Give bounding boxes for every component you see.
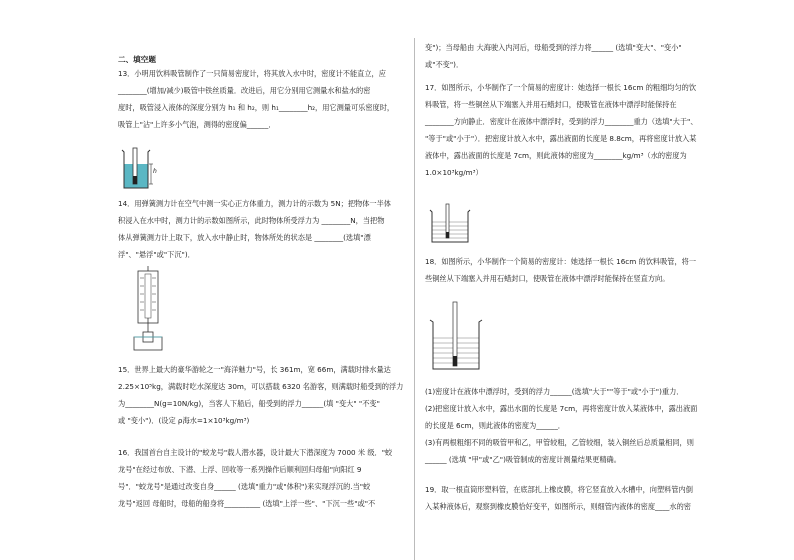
q17-line-6: 1.0×10³kg/m³） [425, 168, 483, 177]
q13-line-3: 度时，吸管浸入液体的深度分别为 h₁ 和 h₂，则 h₁________h₂，用它测量可乐密度时， [118, 103, 395, 112]
q18-sub-1: (1)密度计在液体中漂浮时，受到的浮力______(选填"大于""等于"或"小于")重力． [425, 387, 684, 396]
q17-line-3: ________方向静止．密度计在液体中漂浮时，受到的浮力________重力（选填"大于"、 [425, 117, 698, 126]
q18-sub-4: (3)有两根粗细不同的吸管甲和乙，甲管较粗，乙管较细，装入铜丝后总质量相同，则 [425, 438, 694, 447]
h-label: h [153, 168, 157, 175]
q16-line-2: 龙号"在经过布放、下潜、上浮、回收等一系列操作后顺利回归母船"向阳红 9 [118, 465, 362, 474]
q14-line-1: 14．用弹簧测力计在空气中测一实心正方体重力，测力计的示数为 5N；把物体一半体 [118, 199, 391, 208]
q18-line-1: 18．如图所示，小华制作一个简易的密度计：她选择一根长 16cm 的饮料吸管，将一 [425, 257, 697, 266]
q17-line-1: 17．如图所示，小华制作了一个简易的密度计：她选择一根长 16cm 的粗细均匀的饮 [425, 83, 697, 92]
q13-line-4: 吸管上"沾"上许多小气泡，测得的密度偏______． [118, 120, 276, 129]
q17-line-5: 液体中，露出液面的长度是 7cm，则此液体的密度为________kg/m³（水的密度为 [425, 151, 687, 160]
section-title: 二、填空题 [118, 55, 156, 64]
q19-line-1: 19．取一根直筒形塑料管，在底部扎上橡皮膜，将它竖直放入水槽中，向塑料管内倒 [425, 485, 693, 494]
q13-line-1: 13．小明用饮料吸管制作了一只简易密度计，将其放入水中时，密度计不能直立，应 [118, 69, 386, 78]
q17-line-2: 料吸管，将一些铜丝从下端塞入并用石蜡封口，使吸管在液体中漂浮时能保持在 [425, 100, 677, 109]
q16-cont-line-2: 或"不变")． [425, 60, 464, 69]
q13-beaker-figure [120, 146, 158, 192]
q13-line-2: ________(增加/减少)吸管中铁丝质量．改进后，用它分别用它测量水和盐水的密 [118, 86, 371, 95]
q16-line-3: 号"．"蛟龙号"是通过改变自身______ (选填"重力"或"体积")来实现浮沉的.当"蛟 [118, 482, 371, 491]
q18-sub-2: (2)把密度计放入水中，露出水面的长度是 7cm，再将密度计放入某液体中，露出液面 [425, 404, 698, 413]
q17-line-4: "等于"或"小于"）．把密度计放入水中，露出液面的长度是 8.8cm，再将密度计放入某 [425, 134, 697, 143]
q14-line-3: 体从弹簧测力计上取下，放入水中静止时，物体所处的状态是 ________(选填"漂 [118, 233, 371, 242]
q18-beaker-figure [428, 300, 484, 372]
q14-spring-scale-figure [128, 266, 170, 352]
column-divider [414, 38, 415, 560]
q15-line-4: 或 "变小")．(设定 ρ海水=1×10³kg/m³) [118, 416, 250, 425]
q17-beaker-figure [428, 200, 472, 244]
q18-line-2: 些铜丝从下端塞入并用石蜡封口，使吸管在液体中漂浮时能保持在竖直方向。 [425, 274, 670, 283]
q18-sub-5: ______ (选填 "甲"或"乙")吸管制成的密度计测量结果更精确。 [425, 455, 621, 464]
q14-line-2: 积浸入在水中时，测力计的示数如图所示，此时物体所受浮力为 ________N，当把物 [118, 216, 385, 225]
q15-line-3: 为________N(g=10N/kg)，当客人下船后，船受到的浮力______(填 "变大" "不变" [118, 399, 380, 408]
q16-line-1: 16．我国首台自主设计的"蛟龙号"载人潜水器，设计最大下潜深度为 7000 米 级．"蛟 [118, 448, 393, 457]
q18-sub-3: 的长度是 6cm，则此液体的密度为______． [425, 421, 565, 430]
q15-line-1: 15．世界上最大的豪华游轮之一"海洋魅力"号，长 361m，宽 66m，满载时排水量达 [118, 365, 391, 374]
q15-line-2: 2.25×10⁵kg，满载时吃水深度达 30m，可以搭载 6320 名游客，则满载时船受到的浮力 [118, 382, 404, 391]
q16-cont-line-1: 变")；当母船由 大海驶入内河后，母船受到的浮力将______ (选填"变大"、"变小" [425, 43, 682, 52]
q16-line-4: 龙号"返回 母船时，母船的船身将__________ (选填"上浮一些"、"下沉一些"或"不 [118, 499, 376, 508]
q19-line-2: 入某种液体后，观察到橡皮膜恰好变平，如图所示，则细管内液体的密度____水的密 [425, 502, 691, 511]
q14-line-4: 浮"、"悬浮"或"下沉")． [118, 250, 195, 259]
